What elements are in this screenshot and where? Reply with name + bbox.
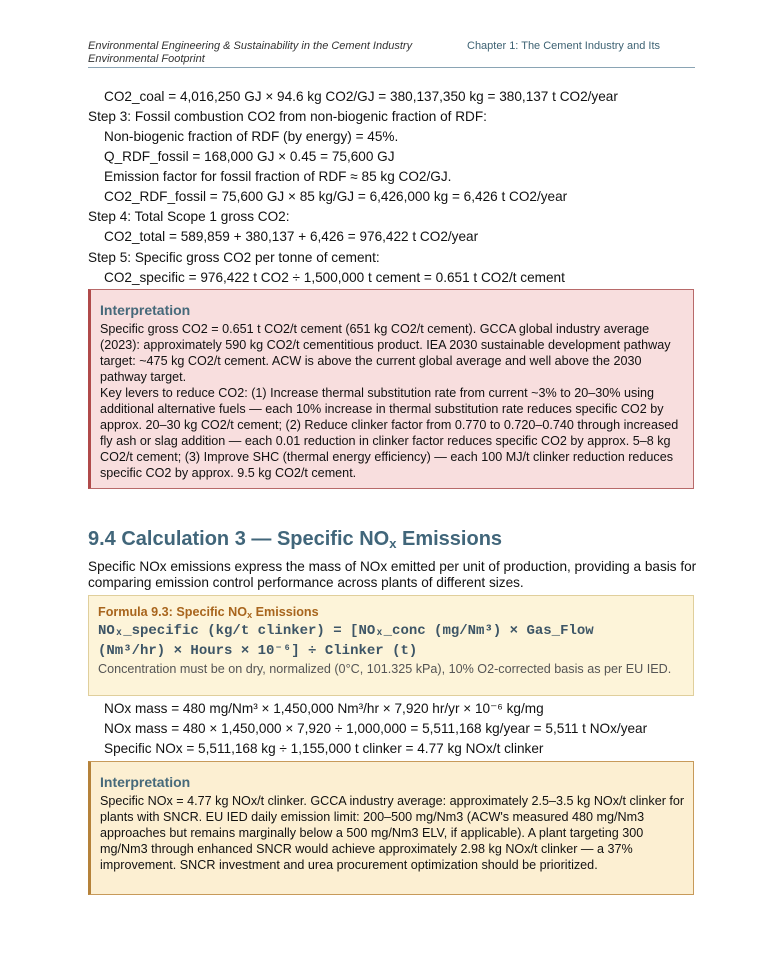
- calc-line-coal: CO2_coal = 4,016,250 GJ × 94.6 kg CO2/GJ = 380,137,350 kg = 380,137 t CO2/year: [104, 89, 618, 104]
- calc-line-nox-mass-value: NOx mass = 480 × 1,450,000 × 7,920 ÷ 1,000,000 = 5,511,168 kg/year = 5,511 t NOx/year: [104, 721, 648, 736]
- header-chapter-title: Chapter 1: The Cement Industry and Its: [467, 40, 661, 52]
- interpretation-paragraph: Specific gross CO2 = 0.651 t CO2/t cement (651 kg CO2/t cement). GCCA global industry average (2023): approximately 590 kg CO2/t cementitious product. IEA 2030 sustainable development pathway target: ~475 kg CO2/t cement. ACW is above the current global average and well above the 2030 pathway target.: [100, 322, 671, 384]
- interpretation-paragraph: Key levers to reduce CO2: (1) Increase thermal substitution rate from current ~3% to 20–30% using additional alternative fuels — each 10% increase in thermal substitution rate reduces specific CO2 by approx. 20–30 kg CO2/t cement; (2) Reduce clinker factor from 0.770 to 0.720–0.740 through increased fly ash or slag addition — each 0.01 reduction in clinker factor reduces specific CO2 by approx. 5–8 kg CO2/t cement; (3) Improve SHC (thermal energy efficiency) — each 100 MJ/t clinker reduction reduces specific CO2 by approx. 9.5 kg CO2/t cement.: [100, 386, 679, 480]
- section-heading: 9.4 Calculation 3 — Specific $NO_x$ Emissions: [88, 528, 503, 551]
- interpretation-box-nox: [88, 761, 694, 895]
- section-intro: Specific NOx emissions express the mass of NOx emitted per unit of production, providing a basis for comparing emission control performance across plants of different sizes.: [88, 559, 697, 590]
- formula-expression: NOₓ_specific (kg/t clinker) = [NOₓ_conc (mg/Nm³) × Gas_Flow (Nm³/hr) × Hours × 10⁻⁶] ÷ Clinker (t): [98, 623, 594, 659]
- interpretation-box-co2: [88, 289, 694, 489]
- calc-line-co2-total: CO2_total = 589,859 + 380,137 + 6,426 = 976,422 t CO2/year: [104, 229, 479, 244]
- interpretation-title: Interpretation: [100, 774, 191, 790]
- running-header: [88, 40, 695, 68]
- formula-box: [88, 595, 694, 696]
- calc-line-co2-rdf-fossil: CO2_RDF_fossil = 75,600 GJ × 85 kg/GJ = 6,426,000 kg = 6,426 t CO2/year: [104, 189, 568, 204]
- interpretation-body: [100, 793, 688, 873]
- calc-line-nonbiogenic: Non-biogenic fraction of RDF (by energy) = 45%.: [104, 129, 399, 144]
- step-5-heading: Step 5: Specific gross CO2 per tonne of cement:: [88, 250, 380, 265]
- calc-line-co2-specific: CO2_specific = 976,422 t CO2 ÷ 1,500,000 t cement = 0.651 t CO2/t cement: [104, 270, 565, 285]
- step-4-heading: Step 4: Total Scope 1 gross CO2:: [88, 209, 290, 224]
- formula-note: Concentration must be on dry, normalized (0°C, 101.325 kPa), 10% O2-corrected basis as per EU IED.: [98, 662, 672, 676]
- calc-line-nox-mass-formula: NOx mass = 480 mg/Nm³ × 1,450,000 Nm³/hr × 7,920 hr/yr × 10⁻⁶ kg/mg: [104, 701, 544, 716]
- formula-title: Formula 9.3: Specific $NO_x$ Emissions: [98, 605, 319, 620]
- calc-line-nox-specific: Specific NOx = 5,511,168 kg ÷ 1,155,000 t clinker = 4.77 kg NOx/t clinker: [104, 741, 544, 756]
- header-chapter-continuation: Environmental Footprint: [88, 53, 205, 65]
- interpretation-body: [100, 321, 688, 481]
- calc-line-q-rdf-fossil: Q_RDF_fossil = 168,000 GJ × 0.45 = 75,600 GJ: [104, 149, 395, 164]
- interpretation-title: Interpretation: [100, 302, 191, 318]
- interpretation-paragraph: Specific NOx = 4.77 kg NOx/t clinker. GCCA industry average: approximately 2.5–3.5 kg NOx/t clinker for plants with SNCR. EU IED daily emission limit: 200–500 mg/Nm3 (ACW's measured 480 mg/Nm3 approaches but remains marginally below a 500 mg/Nm3 ELV, if applicable). A plant targeting 300 mg/Nm3 through enhanced SNCR would achieve approximately 2.98 kg NOx/t clinker — a 37% improvement. SNCR investment and urea procurement optimization should be prioritized.: [100, 794, 685, 872]
- calc-line-emission-factor: Emission factor for fossil fraction of RDF ≈ 85 kg CO2/GJ.: [104, 169, 452, 184]
- step-3-heading: Step 3: Fossil combustion CO2 from non-biogenic fraction of RDF:: [88, 109, 487, 124]
- header-book-title: Environmental Engineering & Sustainability in the Cement Industry: [88, 40, 413, 52]
